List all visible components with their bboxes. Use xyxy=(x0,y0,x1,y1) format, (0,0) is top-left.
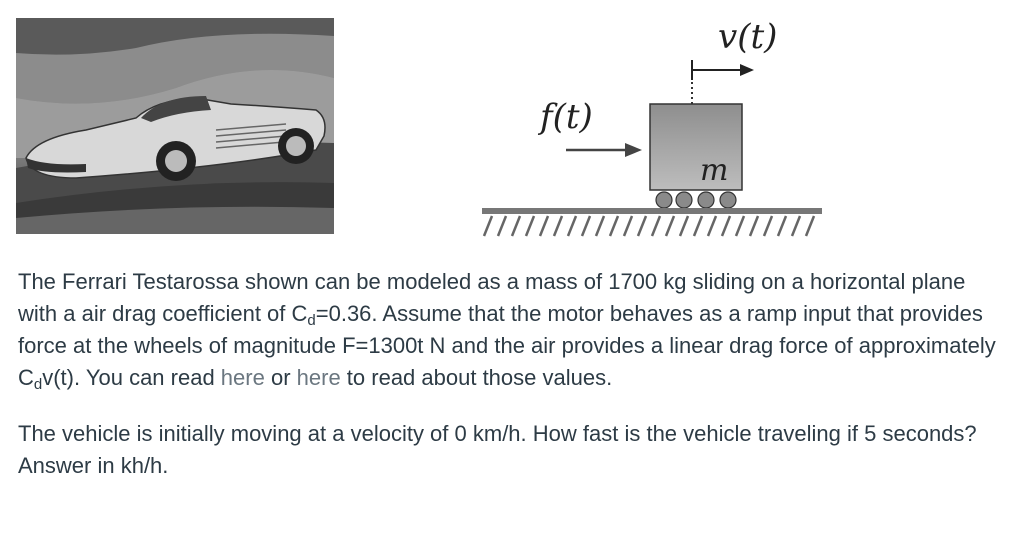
ground xyxy=(482,208,822,214)
force-arrow-icon xyxy=(625,143,642,157)
ferrari-photo xyxy=(16,18,334,234)
velocity-arrow-icon xyxy=(740,64,754,76)
here-link-2[interactable]: here xyxy=(296,365,341,390)
problem-text xyxy=(18,266,1008,506)
mass-diagram xyxy=(470,8,850,244)
velocity-label: v(t) xyxy=(718,17,778,57)
mass-label: m xyxy=(700,153,729,188)
force-label: f(t) xyxy=(540,97,593,137)
here-link-1[interactable]: here xyxy=(220,365,265,390)
problem-paragraph-2: The vehicle is initially moving at a velocity of 0 km/h. How fast is the vehicle traveling if 5 seconds? Answer in kh/h. xyxy=(18,421,977,478)
problem-paragraph-1: The Ferrari Testarossa shown can be modeled as a mass of 1700 kg sliding on a horizontal plane with a air drag coefficient of $C_d=0.36$. Assume that the motor behaves as a ramp input that provides force at the wheels of magnitude F=1300t N and the air provides a linear drag force of approximately $C_dv(t)$. You can read here or here to read about those values. xyxy=(18,269,996,393)
